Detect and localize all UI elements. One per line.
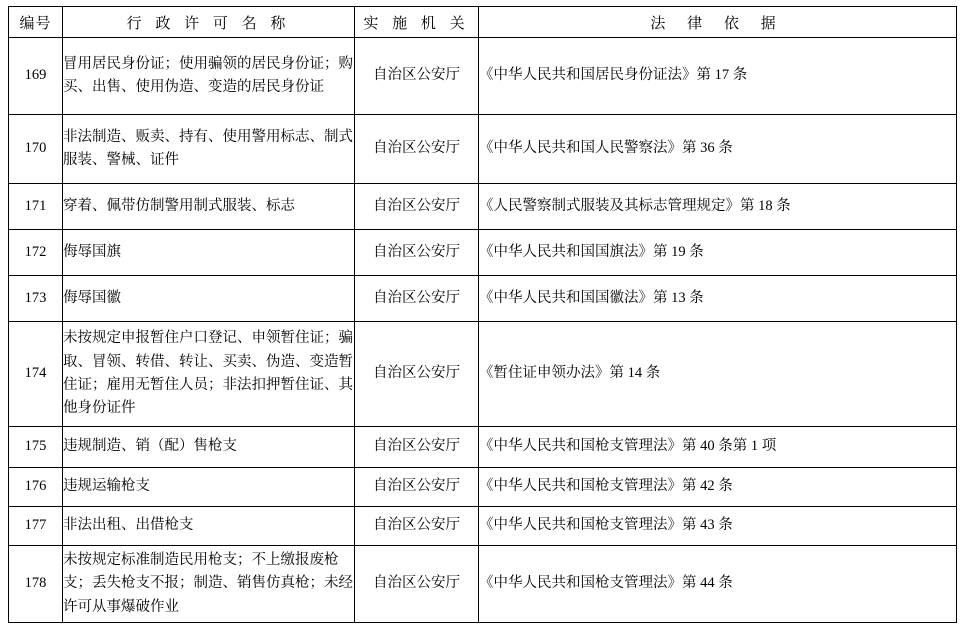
cell-no: 178: [9, 546, 63, 623]
administrative-permit-table: [8, 6, 957, 623]
cell-law: 《中华人民共和国国徽法》第 13 条: [479, 276, 957, 322]
column-header-law: 法 律 依 据: [479, 7, 957, 38]
cell-no: 176: [9, 468, 63, 507]
cell-law: 《中华人民共和国国旗法》第 19 条: [479, 230, 957, 276]
table-row: [9, 468, 957, 507]
cell-permit-name: 非法制造、贩卖、持有、使用警用标志、制式服装、警械、证件: [63, 115, 355, 184]
table-body: [9, 38, 957, 623]
cell-org: 自治区公安厅: [355, 38, 479, 115]
table-header-row: [9, 7, 957, 38]
cell-law: 《中华人民共和国人民警察法》第 36 条: [479, 115, 957, 184]
cell-no: 173: [9, 276, 63, 322]
table-row: [9, 276, 957, 322]
cell-law: 《暂住证申领办法》第 14 条: [479, 322, 957, 427]
cell-no: 175: [9, 427, 63, 468]
column-header-name: 行 政 许 可 名 称: [63, 7, 355, 38]
cell-law: 《中华人民共和国居民身份证法》第 17 条: [479, 38, 957, 115]
cell-permit-name: 未按规定标准制造民用枪支；不上缴报废枪支；丢失枪支不报；制造、销售仿真枪；未经许可从事爆破作业: [63, 546, 355, 623]
cell-permit-name: 未按规定申报暂住户口登记、申领暂住证；骗取、冒领、转借、转让、买卖、伪造、变造暂住证；雇用无暂住人员；非法扣押暂住证、其他身份证件: [63, 322, 355, 427]
table-row: [9, 322, 957, 427]
cell-org: 自治区公安厅: [355, 468, 479, 507]
cell-permit-name: 穿着、佩带仿制警用制式服装、标志: [63, 184, 355, 230]
table-row: [9, 427, 957, 468]
cell-law: 《中华人民共和国枪支管理法》第 44 条: [479, 546, 957, 623]
cell-permit-name: 违规制造、销（配）售枪支: [63, 427, 355, 468]
column-header-no: 编号: [9, 7, 63, 38]
cell-no: 174: [9, 322, 63, 427]
cell-law: 《中华人民共和国枪支管理法》第 43 条: [479, 507, 957, 546]
table-header: [9, 7, 957, 38]
cell-permit-name: 侮辱国旗: [63, 230, 355, 276]
cell-no: 171: [9, 184, 63, 230]
cell-no: 177: [9, 507, 63, 546]
cell-permit-name: 冒用居民身份证；使用骗领的居民身份证；购买、出售、使用伪造、变造的居民身份证: [63, 38, 355, 115]
cell-org: 自治区公安厅: [355, 427, 479, 468]
cell-no: 169: [9, 38, 63, 115]
table-row: [9, 115, 957, 184]
table-row: [9, 38, 957, 115]
cell-no: 170: [9, 115, 63, 184]
table-row: [9, 230, 957, 276]
cell-permit-name: 非法出租、出借枪支: [63, 507, 355, 546]
cell-org: 自治区公安厅: [355, 322, 479, 427]
cell-org: 自治区公安厅: [355, 276, 479, 322]
column-header-org: 实 施 机 关: [355, 7, 479, 38]
cell-law: 《中华人民共和国枪支管理法》第 40 条第 1 项: [479, 427, 957, 468]
cell-org: 自治区公安厅: [355, 507, 479, 546]
cell-org: 自治区公安厅: [355, 230, 479, 276]
table-row: [9, 507, 957, 546]
cell-org: 自治区公安厅: [355, 115, 479, 184]
cell-law: 《中华人民共和国枪支管理法》第 42 条: [479, 468, 957, 507]
cell-permit-name: 侮辱国徽: [63, 276, 355, 322]
cell-permit-name: 违规运输枪支: [63, 468, 355, 507]
table-row: [9, 546, 957, 623]
table-row: [9, 184, 957, 230]
cell-no: 172: [9, 230, 63, 276]
cell-law: 《人民警察制式服装及其标志管理规定》第 18 条: [479, 184, 957, 230]
cell-org: 自治区公安厅: [355, 184, 479, 230]
cell-org: 自治区公安厅: [355, 546, 479, 623]
